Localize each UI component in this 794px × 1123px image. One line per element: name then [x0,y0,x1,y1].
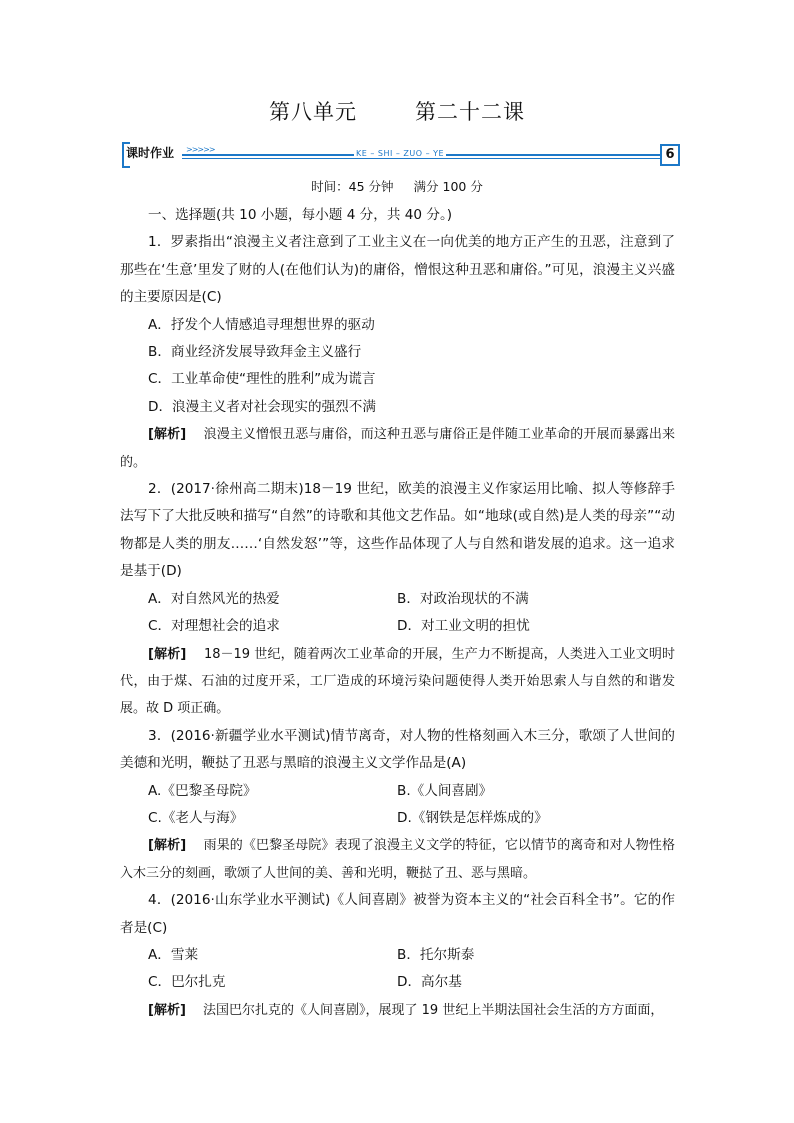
explanation-tag: [解析] [148,646,187,662]
banner-pinyin: KE – SHI – ZUO – YE [356,149,445,158]
option-row [120,586,675,613]
question-stem: 3．(2016·新疆学业水平测试)情节离奇，对人物的性格刻画入木三分，歌颂了人世间的美德和光明，鞭挞了丑恶与黑暗的浪漫主义文学作品是(A) [120,727,675,772]
lesson-title: 第二十二课 [415,100,525,124]
explanation-tag: [解析] [148,838,187,854]
option: C．对理想社会的追求 [148,618,280,635]
banner-arrows-icon: >>>>> [186,145,215,154]
option-row [120,969,675,996]
banner-label: 课时作业 [126,146,175,160]
option: C.《老人与海》 [148,809,244,826]
explanation [120,421,675,476]
explanation-tag: [解析] [148,427,187,443]
option-row [120,613,675,640]
homework-banner [122,142,680,168]
explanation-text: 浪漫主义憎恨丑恶与庸俗，而这种丑恶与庸俗正是伴随工业革命的开展而暴露出来的。 [120,427,675,470]
option: A.《巴黎圣母院》 [148,782,257,799]
unit-title: 第八单元 [269,100,357,124]
option: A．对自然风光的热爱 [148,590,280,607]
page-title [0,96,794,126]
exam-meta [0,177,794,195]
explanation [120,641,675,723]
time-limit: 时间：45 分钟 [311,179,394,194]
option: B．对政治现状的不满 [397,590,529,607]
option-row [120,778,675,805]
option: D．对工业文明的担忧 [397,618,530,635]
explanation [120,832,675,887]
option: C．巴尔扎克 [148,974,226,991]
question-stem: 1．罗素指出“浪漫主义者注意到了工业主义在一向优美的地方正产生的丑恶，注意到了那些在‘生意’里发了财的人(在他们认为)的庸俗，憎恨这种丑恶和庸俗。”可见，浪漫主义兴盛的主要原因是(C) [120,234,675,306]
question-stem: 4．(2016·山东学业水平测试)《人间喜剧》被誉为资本主义的“社会百科全书”。它的作者是(C) [120,892,675,936]
option: A．雪莱 [148,946,199,963]
explanation-text: 法国巴尔扎克的《人间喜剧》，展现了 19 世纪上半期法国社会生活的方方面面， [203,1002,664,1018]
explanation-text: 18－19 世纪，随着两次工业革命的开展，生产力不断提高，人类进入工业文明时代，由于煤、石油的过度开采，工厂造成的环境污染问题使得人类开始思索人与自然的和谐发展。故 D 项正确。 [120,646,675,717]
banner-number: 6 [660,144,680,166]
section-title: 一、选择题(共 10 小题，每小题 4 分，共 40 分。) [148,207,453,223]
explanation-tag: [解析] [148,1002,186,1018]
option: B．托尔斯泰 [397,946,475,963]
option: D．浪漫主义者对社会现实的强烈不满 [148,398,376,415]
content [120,202,675,1024]
option-row [120,805,675,832]
question-stem: 2．(2017·徐州高二期末)18－19 世纪，欧美的浪漫主义作家运用比喻、拟人等修辞手法写下了大批反映和描写“自然”的诗歌和其他文艺作品。如“地球(或自然)是人类的母亲”“动物都是人类的朋友……‘自然发怒’”等，这些作品体现了人与自然和谐发展的追求。这一追求是基于(D) [120,481,675,580]
explanation-text: 雨果的《巴黎圣母院》表现了浪漫主义文学的特征，它以情节的离奇和对人物性格入木三分的刻画，歌颂了人世间的美、善和光明，鞭挞了丑、恶与黑暗。 [120,838,675,881]
option: C．工业革命使“理性的胜利”成为谎言 [148,371,376,388]
full-score: 满分 100 分 [413,179,483,194]
option: B．商业经济发展导致拜金主义盛行 [148,344,362,361]
option: D.《钢铁是怎样炼成的》 [397,809,548,826]
option: A．抒发个人情感追寻理想世界的驱动 [148,316,375,333]
explanation [120,997,675,1024]
banner-line-thin [182,158,660,159]
option-row [120,942,675,969]
option: B.《人间喜剧》 [397,782,493,799]
option: D．高尔基 [397,974,462,991]
